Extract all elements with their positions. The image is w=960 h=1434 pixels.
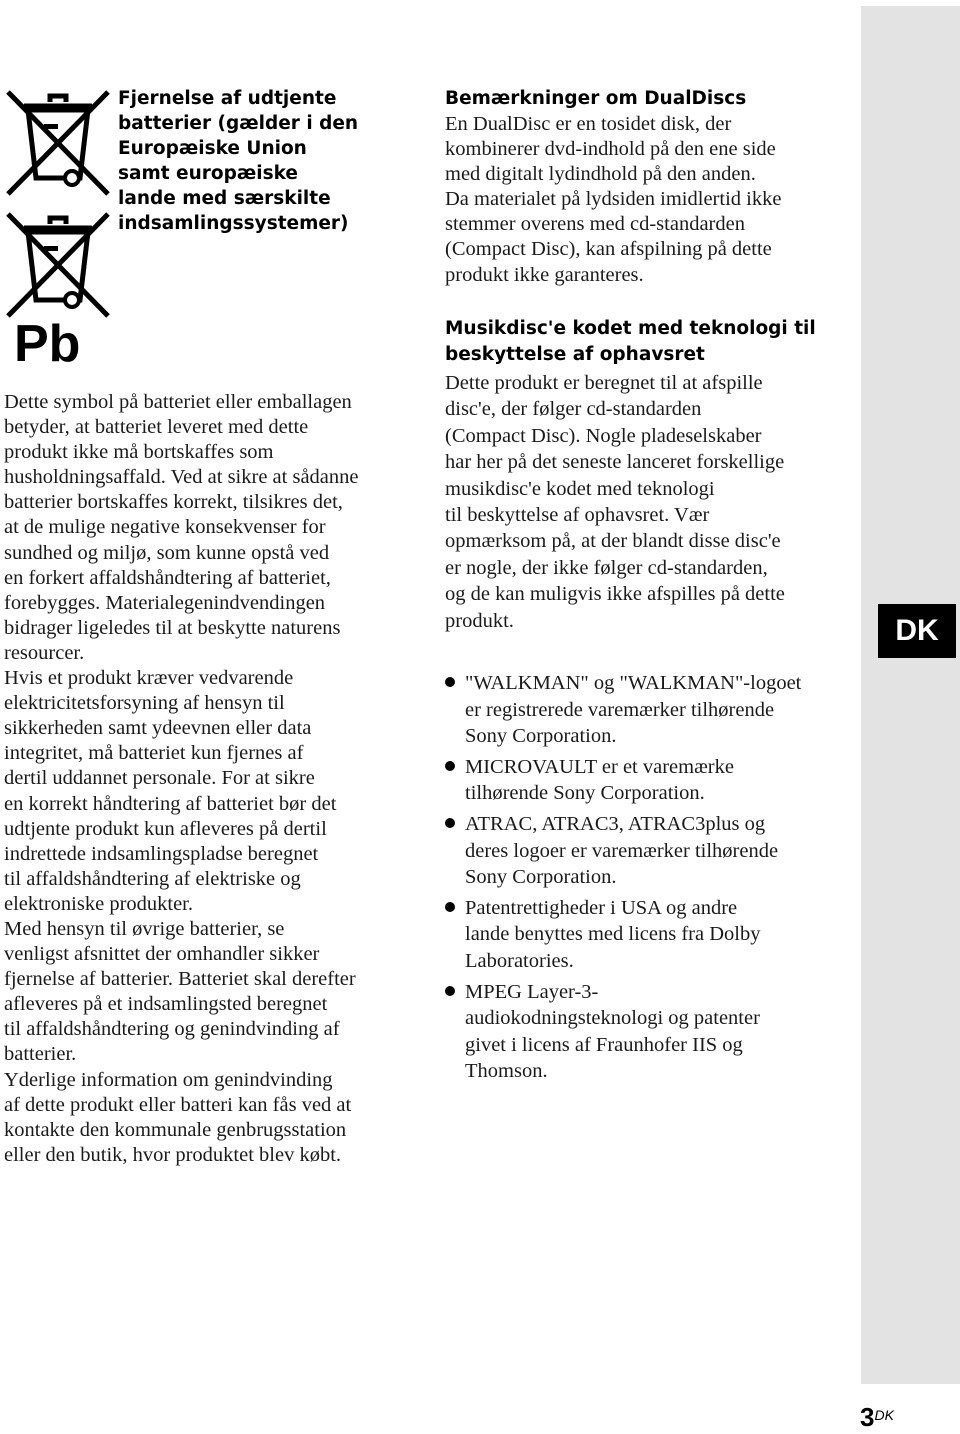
body-line: og de kan muligvis ikke afspilles på dette [445,583,785,606]
body-line: Sony Corporation. [465,725,617,748]
body-line: er nogle, der ikke følger cd-standarden, [445,556,768,579]
body-line: givet i licens af Fraunhofer IIS og [465,1033,743,1056]
body-line: Laboratories. [465,949,574,972]
body-line: af dette produkt eller batteri kan fås ved at [4,1093,352,1116]
body-line: Da materialet på lydsiden imidlertid ikke [445,188,782,211]
heading-line: lande med særskilte [118,188,331,209]
body-line: en forkert affaldshåndtering af batteriet, [4,566,331,589]
list-item [445,670,845,750]
body-line: kontakte den kommunale genbrugsstation [4,1118,347,1141]
body-line: bidrager ligeledes til at beskytte naturens [4,616,341,639]
body-line: ATRAC, ATRAC3, ATRAC3plus og [465,812,766,835]
bullet-dot-icon [445,761,455,771]
battery-disposal-heading [118,86,378,236]
dualdisc-section [445,86,845,288]
list-item [445,811,845,891]
body-line: batterier. [4,1043,77,1066]
body-line: betyder, at batteriet leveret med dette [4,416,309,439]
page-number-value: 3 [860,1402,875,1432]
body-line: tilhørende Sony Corporation. [465,782,705,805]
body-line: fjernelse af batterier. Batteriet skal derefter [4,968,356,991]
body-line: Sony Corporation. [465,866,617,889]
body-line: audiokodningsteknologi og patenter [465,1007,760,1030]
heading-line: samt europæiske [118,163,298,184]
body-line: lande benyttes med licens fra Dolby [465,923,761,946]
page-number [860,1402,894,1432]
body-line: integritet, må batteriet kun fjernes af [4,742,304,765]
body-line: elektricitetsforsyning af hensyn til [4,692,285,715]
body-line: (Compact Disc), kan afspilning på dette [445,238,772,261]
body-line: elektroniske produkter. [4,892,194,915]
body-line: produkt. [445,609,514,632]
body-line: MICROVAULT er et varemærke [465,755,734,778]
bullet-dot-icon [445,902,455,912]
body-line: en korrekt håndtering af batteriet bør det [4,792,337,815]
list-item [445,895,845,975]
body-line: produkt ikke garanteres. [445,263,644,286]
dualdisc-heading [445,86,845,112]
copyright-disc-section [445,316,845,634]
body-line: stemmer overens med cd-standarden [445,213,745,236]
body-line: deres logoer er varemærker tilhørende [465,839,779,862]
heading-line: beskyttelse af ophavsret [445,344,705,365]
list-item [445,979,845,1085]
body-line: har her på det seneste lanceret forskellige [445,451,785,474]
body-line: Yderlige information om genindvinding [4,1068,333,1091]
body-line: Med hensyn til øvrige batterier, se [4,917,285,940]
body-line: dertil uddannet personale. For at sikre [4,767,315,790]
chemical-symbol-label: Pb [14,315,81,373]
body-line: sundhed og miljø, som kunne opstå ved [4,541,330,564]
copyright-disc-body [445,370,845,634]
body-line: til affaldshåndtering og genindvinding af [4,1018,340,1041]
body-line: udtjente produkt kun afleveres på dertil [4,817,327,840]
body-line: Patentrettigheder i USA og andre [465,896,738,919]
heading-line: Bemærkninger om DualDiscs [445,88,747,109]
body-line: Thomson. [465,1060,548,1083]
page-number-suffix: DK [874,1407,894,1423]
body-line: til affaldshåndtering af elektriske og [4,867,301,890]
body-line: opmærksom på, at der blandt disse disc'e [445,530,781,553]
body-line: Dette produkt er beregnet til at afspille [445,372,763,394]
list-item [445,754,845,807]
body-line: forebygges. Materialegenindvendingen [4,591,326,614]
body-line: afleveres på et indsamlingsted beregnet [4,993,328,1016]
dualdisc-body [445,112,845,288]
bullet-dot-icon [445,818,455,828]
body-line: Hvis et produkt kræver vedvarende [4,667,294,690]
language-tab: DK [878,604,956,658]
body-line: med digitalt lydindhold på den anden. [445,163,756,186]
body-line: sikkerheden samt ydeevnen eller data [4,717,312,740]
heading-line: batterier (gælder i den [118,113,359,134]
body-line: til beskyttelse af ophavsret. Vær [445,504,710,527]
body-line: kombinerer dvd-indhold på den ene side [445,138,776,161]
heading-line: Europæiske Union [118,138,307,159]
body-line: batterier bortskaffes korrekt, tilsikres det, [4,491,343,514]
heading-line: Musikdisc'e kodet med teknologi til [445,318,816,339]
bullet-dot-icon [445,986,455,996]
body-line: produkt ikke må bortskaffes som [4,441,274,464]
trademark-bullet-list [445,670,845,1089]
body-line: eller den butik, hvor produktet blev købt. [4,1143,342,1166]
copyright-disc-heading [445,316,845,368]
heading-line: Fjernelse af udtjente [118,88,337,109]
body-line: er registrerede varemærker tilhørende [465,698,775,721]
heading-line: indsamlingssystemer) [118,213,349,234]
body-line: (Compact Disc). Nogle pladeselskaber [445,424,762,447]
battery-disposal-body [4,390,404,1168]
body-line: resourcer. [4,641,85,664]
body-line: venligst afsnittet der omhandler sikker [4,943,320,966]
body-line: "WALKMAN" og "WALKMAN"-logoet [465,672,802,694]
body-line: indrettede indsamlingspladse beregnet [4,842,319,865]
body-line: at de mulige negative konsekvenser for [4,516,326,539]
body-line: Dette symbol på batteriet eller emballagen [4,391,352,413]
bullet-dot-icon [445,677,455,687]
body-line: disc'e, der følger cd-standarden [445,398,702,421]
body-line: En DualDisc er en tosidet disk, der [445,113,732,135]
body-line: husholdningsaffald. Ved at sikre at sådanne [4,466,359,489]
body-line: musikdisc'e kodet med teknologi [445,477,715,500]
crossed-out-wheelie-bin-icon [4,210,112,322]
body-line: MPEG Layer-3- [465,980,599,1003]
language-sidebar-strip [861,6,960,1384]
crossed-out-wheelie-bin-icon [4,88,112,200]
